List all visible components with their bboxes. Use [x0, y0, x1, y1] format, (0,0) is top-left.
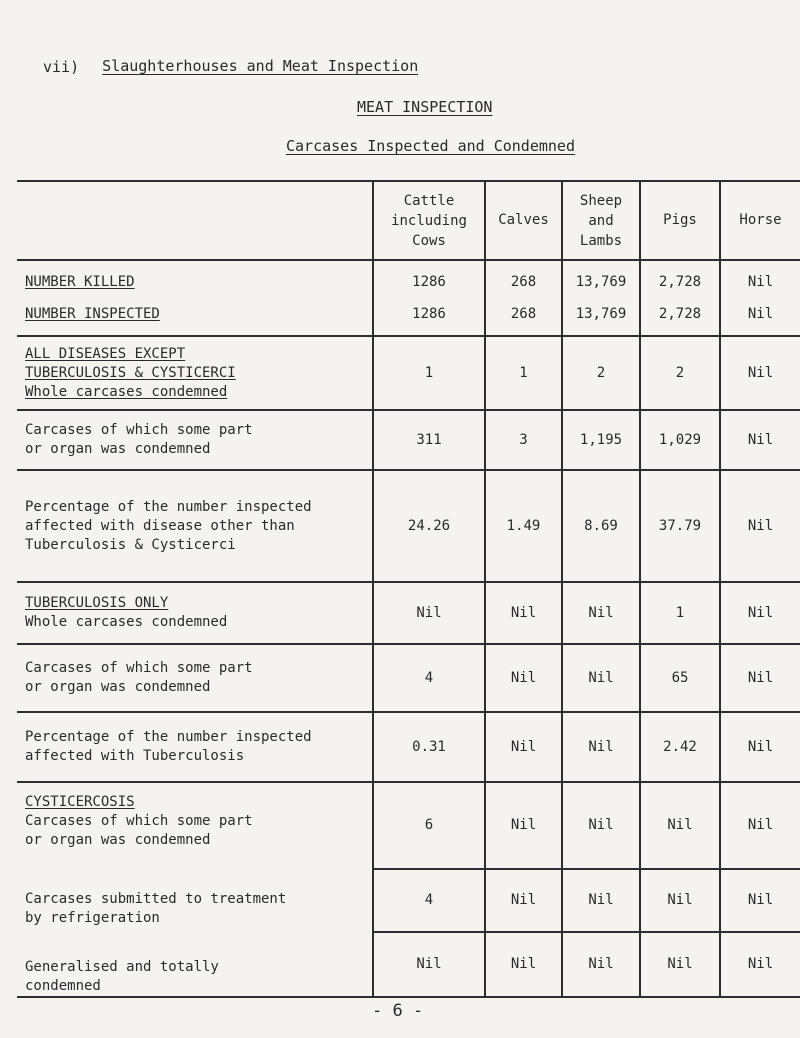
- section-title: Slaughterhouses and Meat Inspection: [102, 57, 419, 75]
- cell-sheep: 2: [562, 336, 640, 410]
- table-row: [17, 582, 800, 644]
- row-label: ALL DISEASES EXCEPT TUBERCULOSIS & CYSTICERCI Whole carcases condemned: [17, 336, 373, 410]
- cell-calves: Nil: [485, 869, 562, 932]
- cell-calves: Nil: [485, 782, 562, 869]
- cell-calves: Nil: [485, 644, 562, 712]
- cell-calves: 1: [485, 336, 562, 410]
- cell-horse: Nil: [720, 582, 800, 644]
- cell-calves: 1.49: [485, 470, 562, 582]
- header-row: [17, 181, 800, 260]
- cell-sheep: Nil: [562, 782, 640, 869]
- cell-calves: Nil: [485, 932, 562, 997]
- cell-calves: 3: [485, 410, 562, 470]
- row-label: CYSTICERCOSIS Carcases of which some part or organ was condemned Carcases submitted to treatment by refrigeration Generalised and totally condemned: [17, 782, 373, 997]
- cell-calves: Nil: [485, 712, 562, 782]
- cell-cattle: 311: [373, 410, 485, 470]
- cell-cattle: 6: [373, 782, 485, 869]
- cell-sheep: Nil: [562, 932, 640, 997]
- cell-pigs: 2.42: [640, 712, 720, 782]
- row-label: Carcases of which some part or organ was condemned: [17, 644, 373, 712]
- cell-horse: Nil: [720, 336, 800, 410]
- cell-cattle: 4: [373, 869, 485, 932]
- cell-sheep: 8.69: [562, 470, 640, 582]
- col-header-horse: Horse: [720, 181, 800, 260]
- row-label: TUBERCULOSIS ONLY Whole carcases condemned: [17, 582, 373, 644]
- cell-pigs: 2,728 2,728: [640, 260, 720, 336]
- cell-horse: Nil: [720, 470, 800, 582]
- section-number: vii): [43, 57, 80, 76]
- page-number: - 6 -: [372, 1001, 424, 1021]
- cell-cattle: 24.26: [373, 470, 485, 582]
- col-header-pigs: Pigs: [640, 181, 720, 260]
- cell-cattle: 1: [373, 336, 485, 410]
- col-header-sheep: Sheep and Lambs: [562, 181, 640, 260]
- table-row: [17, 644, 800, 712]
- table-row: [17, 336, 800, 410]
- cell-horse: Nil: [720, 782, 800, 869]
- table-row: [17, 470, 800, 582]
- meat-inspection-table: [17, 180, 800, 998]
- cell-pigs: 1,029: [640, 410, 720, 470]
- cell-horse: Nil Nil: [720, 260, 800, 336]
- cell-calves: 268 268: [485, 260, 562, 336]
- cell-pigs: 2: [640, 336, 720, 410]
- cell-sheep: Nil: [562, 869, 640, 932]
- cell-pigs: Nil: [640, 932, 720, 997]
- cell-sheep: Nil: [562, 644, 640, 712]
- cell-horse: Nil: [720, 712, 800, 782]
- cell-pigs: 1: [640, 582, 720, 644]
- table-row: [17, 782, 800, 869]
- cell-cattle: 4: [373, 644, 485, 712]
- cell-horse: Nil: [720, 644, 800, 712]
- cell-cattle: Nil: [373, 932, 485, 997]
- cell-horse: Nil: [720, 932, 800, 997]
- table-row: [17, 260, 800, 336]
- page-subtitle: MEAT INSPECTION: [357, 98, 493, 116]
- row-label: Percentage of the number inspected affected with disease other than Tuberculosis & Cysticerci: [17, 470, 373, 582]
- cell-calves: Nil: [485, 582, 562, 644]
- header-blank: [17, 181, 373, 260]
- section-heading: [43, 57, 418, 76]
- cell-sheep: 1,195: [562, 410, 640, 470]
- cell-horse: Nil: [720, 869, 800, 932]
- table-row: [17, 410, 800, 470]
- col-header-calves: Calves: [485, 181, 562, 260]
- cell-cattle: Nil: [373, 582, 485, 644]
- row-label-killed-inspected: NUMBER KILLED NUMBER INSPECTED: [17, 260, 373, 336]
- cell-pigs: 65: [640, 644, 720, 712]
- row-label: Percentage of the number inspected affected with Tuberculosis: [17, 712, 373, 782]
- col-header-cattle: Cattle including Cows: [373, 181, 485, 260]
- table-title: Carcases Inspected and Condemned: [286, 137, 575, 155]
- cell-pigs: Nil: [640, 782, 720, 869]
- cell-pigs: 37.79: [640, 470, 720, 582]
- cell-cattle: 0.31: [373, 712, 485, 782]
- cell-horse: Nil: [720, 410, 800, 470]
- table-row: [17, 712, 800, 782]
- cell-cattle: 1286 1286: [373, 260, 485, 336]
- cell-sheep: 13,769 13,769: [562, 260, 640, 336]
- row-label: Carcases of which some part or organ was condemned: [17, 410, 373, 470]
- cell-sheep: Nil: [562, 712, 640, 782]
- cell-pigs: Nil: [640, 869, 720, 932]
- cell-sheep: Nil: [562, 582, 640, 644]
